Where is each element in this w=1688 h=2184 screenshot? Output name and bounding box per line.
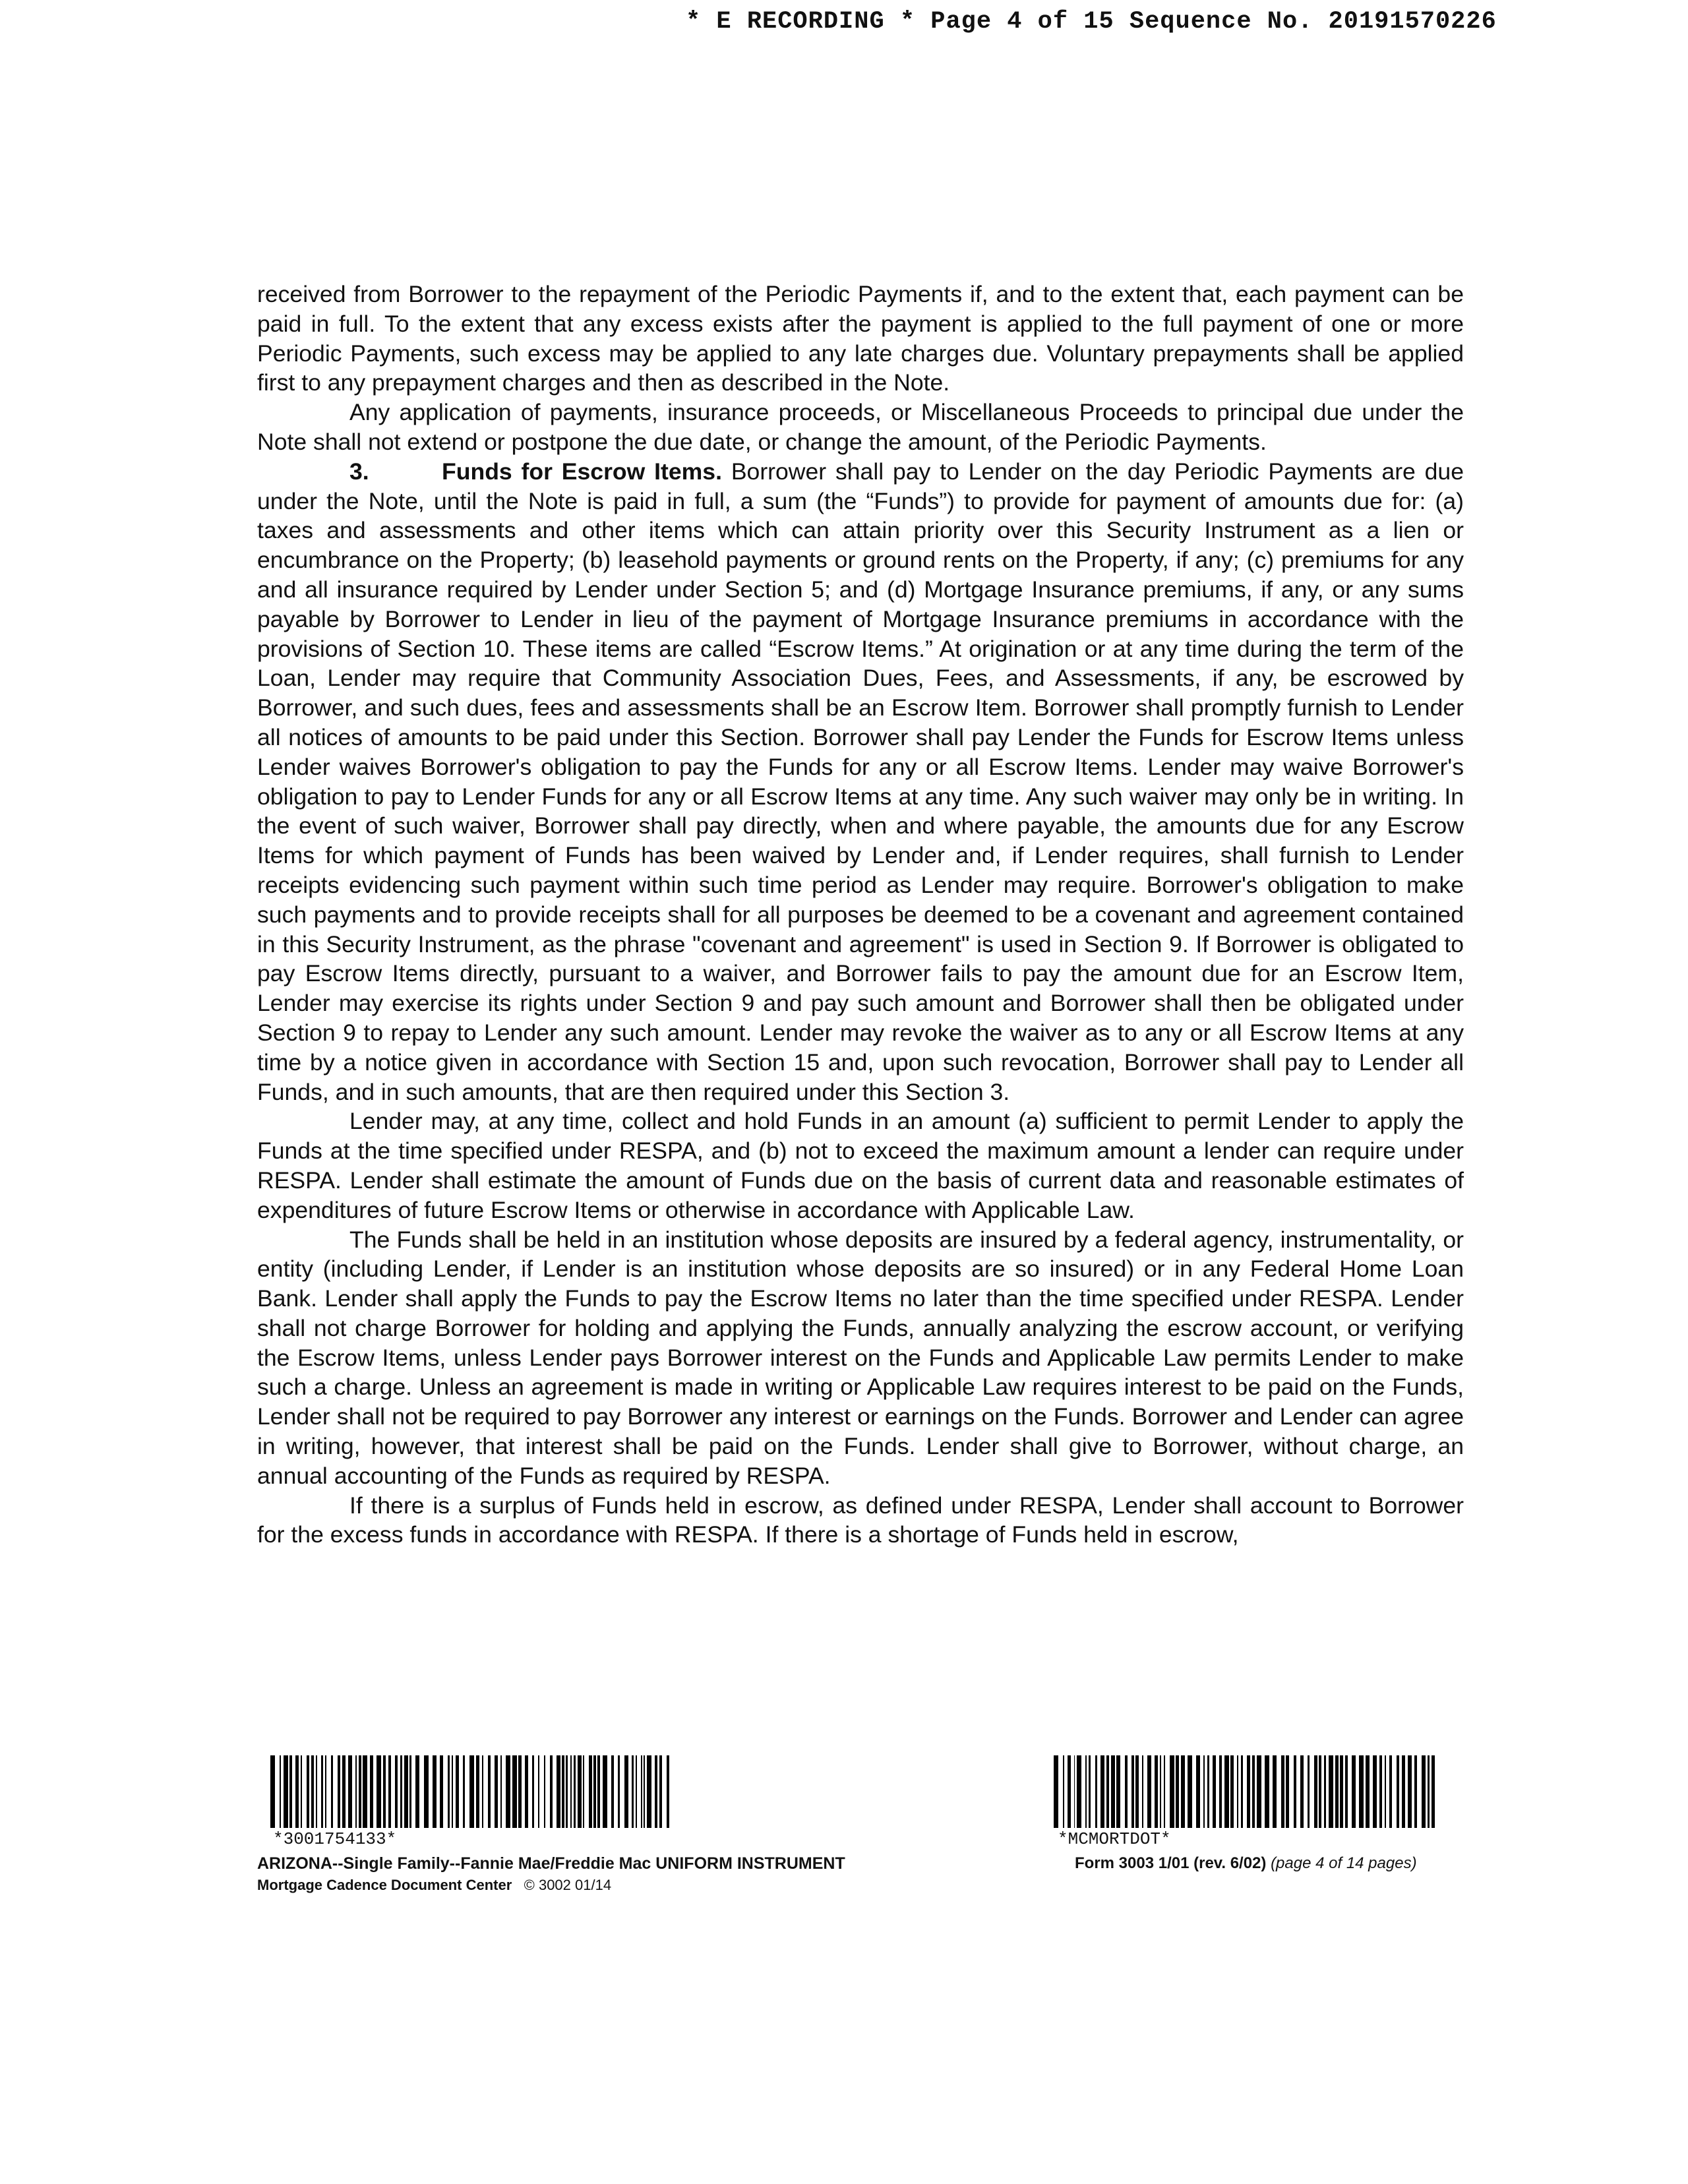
- barcode-bar: [1058, 1755, 1063, 1828]
- barcode-bar: [1224, 1755, 1229, 1828]
- barcode-bar: [1392, 1755, 1397, 1828]
- barcode-bar: [363, 1755, 367, 1828]
- barcode-bar: [483, 1755, 488, 1828]
- barcode-bar: [1091, 1755, 1095, 1828]
- paragraph: If there is a surplus of Funds held in escrow, as defined under RESPA, Lender shall account to Borrower for the excess funds in accordance with RESPA. If there is a shortage of Funds held in escrow,: [257, 1492, 1464, 1548]
- doc-center: Mortgage Cadence Document Center: [257, 1877, 512, 1893]
- barcode-bar: [1170, 1755, 1174, 1828]
- barcode-bar: [1054, 1755, 1058, 1828]
- barcode-bar: [1196, 1755, 1201, 1828]
- section-3-paragraph: [257, 457, 1464, 1107]
- barcode-bar: [1077, 1755, 1081, 1828]
- section-text: Borrower shall pay to Lender on the day Periodic Payments are due under the Note, until the Note is paid in full, a sum (the “Funds”) to provide for payment of amounts due for: (a) taxes and assessments and other items which can attain priority over this Security Instrument as a lien or encumbrance on the Property; (b) leasehold payments or ground rents on the Property, if any; (c) premiums for any and all insurance required by Lender under Section 5; and (d) Mortgage Insurance premiums, if any, or any sums payable by Borrower to Lender in lieu of the payment of Mortgage Insurance premiums in accordance with the provisions of Section 10. These items are called “Escrow Items.” At origination or at any time during the term of the Loan, Lender may require that Community Association Dues, Fees, and Assessments, if any, be escrowed by Borrower, and such dues, fees and assessments shall be an Escrow Item. Borrower shall promptly furnish to Lender all notices of amounts to be paid under this Section. Borrower shall pay Lender the Funds for Escrow Items unless Lender waives Borrower's obligation to pay the Funds for any or all Escrow Items. Lender may waive Borrower's obligation to pay to Lender Funds for any or all Escrow Items at any time. Any such waiver may only be in writing. In the event of such waiver, Borrower shall pay directly, when and where payable, the amounts due for any Escrow Items for which payment of Funds has been waived by Lender and, if Lender requires, shall furnish to Lender receipts evidencing such payment within such time period as Lender may require. Borrower's obligation to make such payments and to provide receipts shall for all purposes be deemed to be a covenant and agreement contained in this Security Instrument, as the phrase "covenant and agreement" is used in Section 9. If Borrower is obligated to pay Escrow Items directly, pursuant to a waiver, and Borrower fails to pay the amount due for an Escrow Item, Lender may exercise its rights under Section 9 and pay such amount and Borrower shall then be obligated under Section 9 to repay to Lender any such amount. Lender may revoke the waiver as to any or all Escrow Items at any time by a notice given in accordance with Section 15 and, upon such revocation, Borrower shall pay to Lender all Funds, and in such amounts, that are then required under this Section 3.: [257, 458, 1464, 1105]
- paragraph: Lender may, at any time, collect and hold Funds in an amount (a) sufficient to permit Lender to apply the Funds at the time specified under RESPA, and (b) not to exceed the maximum amount a lender can require under RESPA. Lender shall estimate the amount of Funds due on the basis of current data and reasonable estimates of expenditures of future Escrow Items or otherwise in accordance with Applicable Law.: [257, 1108, 1464, 1223]
- paragraph: received from Borrower to the repayment of the Periodic Payments if, and to the extent that, each payment can be paid in full. To the extent that any excess exists after the payment is applied to the full payment of one or more Periodic Payments, such excess may be applied to any late charges due. Voluntary prepayments shall be applied first to any prepayment charges and then as described in the Note.: [257, 281, 1464, 396]
- document-center-line: [257, 1877, 917, 1894]
- paragraph: Any application of payments, insurance proceeds, or Miscellaneous Proceeds to principal due under the Note shall not extend or postpone the due date, or change the amount, of the Periodic Payments.: [257, 399, 1464, 455]
- barcode-bar: [539, 1755, 544, 1828]
- barcode-bar: [424, 1755, 429, 1828]
- barcode-bar: [302, 1755, 307, 1828]
- document-body: [257, 280, 1464, 1550]
- barcode-bar: [1265, 1755, 1269, 1828]
- barcode-bar: [1329, 1755, 1333, 1828]
- recording-header: * E RECORDING * Page 4 of 15 Sequence No. 20191570226: [686, 8, 1497, 36]
- barcode-bar: [1277, 1755, 1281, 1828]
- barcode-bar: [512, 1755, 517, 1828]
- barcode-bar: [1188, 1755, 1192, 1828]
- barcode-bar: [465, 1755, 469, 1828]
- barcode-bar: [270, 1755, 275, 1828]
- paragraph: The Funds shall be held in an institution whose deposits are insured by a federal agency, instrumentality, or entity (including Lender, if Lender is an institution whose deposits are so insured) or in any Federal Home Loan Bank. Lender shall apply the Funds to pay the Escrow Items no later than the time specified under RESPA. Lender shall not charge Borrower for holding and applying the Funds, annually analyzing the escrow account, or verifying the Escrow Items, unless Lender pays Borrower interest on the Funds and Applicable Law permits Lender to make such a charge. Unless an agreement is made in writing or Applicable Law requires interest to be paid on the Funds, Lender shall not be required to pay Borrower any interest or earnings on the Funds. Borrower and Lender can agree in writing, however, that interest shall be paid on the Funds. Lender shall give to Borrower, without charge, an annual accounting of the Funds as required by RESPA.: [257, 1226, 1464, 1489]
- barcode-bar: [584, 1755, 589, 1828]
- barcode-bar: [275, 1755, 280, 1828]
- barcode-bar: [1257, 1755, 1261, 1828]
- barcode-bar: [1359, 1755, 1364, 1828]
- barcode-bar: [1289, 1755, 1294, 1828]
- barcode-left-text: *3001754133*: [273, 1829, 397, 1849]
- barcode-bar: [377, 1755, 381, 1828]
- form-number-line: [1075, 1854, 1470, 1873]
- barcode-left: [270, 1755, 684, 1828]
- barcode-bar: [419, 1755, 424, 1828]
- barcode-right-text: *MCMORTDOT*: [1058, 1829, 1171, 1849]
- barcode-right: [1054, 1755, 1436, 1828]
- barcode-bar: [506, 1755, 510, 1828]
- barcode-bar: [647, 1755, 651, 1828]
- doc-code: © 3002 01/14: [524, 1877, 612, 1893]
- barcode-bar: [620, 1755, 624, 1828]
- form-state-line: ARIZONA--Single Family--Fannie Mae/Freddie Mac UNIFORM INSTRUMENT: [257, 1854, 845, 1873]
- barcode-bar: [1435, 1755, 1436, 1828]
- barcode-bar: [662, 1755, 667, 1828]
- barcode-bar: [443, 1755, 448, 1828]
- section-number: 3.: [349, 458, 369, 485]
- barcode-bar: [603, 1755, 607, 1828]
- barcode-bar: [1120, 1755, 1125, 1828]
- section-title: Funds for Escrow Items.: [442, 458, 722, 485]
- barcode-bar: [469, 1755, 474, 1828]
- barcode-bar: [1310, 1755, 1314, 1828]
- form-number: Form 3003 1/01 (rev. 6/02): [1075, 1854, 1267, 1872]
- barcode-bar: [545, 1755, 550, 1828]
- barcode-bar: [1165, 1755, 1170, 1828]
- barcode-bar: [669, 1755, 672, 1828]
- barcode-bar: [333, 1755, 338, 1828]
- barcode-bar: [326, 1755, 331, 1828]
- barcode-bar: [1417, 1755, 1422, 1828]
- barcode-bar: [284, 1755, 288, 1828]
- page-of: (page 4 of 14 pages): [1271, 1854, 1417, 1872]
